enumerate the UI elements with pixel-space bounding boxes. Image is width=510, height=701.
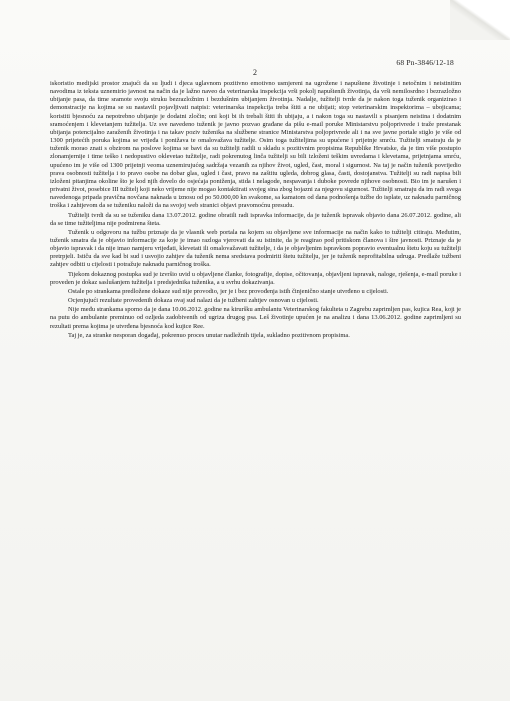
paragraph-evidence-procedure: Tijekom dokaznog postupka sud je izvršio uvid u objavljene članke, fotografije, dopise, očitovanja, objavljeni ispravak, naloge, rješenja, e-mail poruke i proveden je dokaz saslušanjem tužitelja i predsjednika tuženika, a u svrhu dokazivanja. (50, 270, 461, 286)
paragraph-assessment: Ocjenjujući rezultate provedenih dokaza ovaj sud nalazi da je tužbeni zahtjev osnovan u cijelosti. (68, 297, 319, 305)
case-reference: 68 Pn-3846/12-18 (396, 58, 454, 67)
paragraph-claim-details: iskoristio medijski prostor znajući da su ljudi i djeca uglavnom pozitivno emotivno usmjereni na ugrožene i napuštene životinje i netočnim i neistinitim navodima iz teksta uznemirio javnost na način da je lažno naveo da veterinarska inspekcija vrši pokolj napuštenih životinja, da vrši nemilosrdno i bezrazložno ubijanje pasa, da time sramote svoju struku bezrazložnim i bezdušnim ubijanjem životinja. Nadalje, tužitelji tvrde da je nakon toga tuženik organizirao i demonstracije na kojima se su nastavili pojavljivati natpisi: veterinarska inspekcija treba štiti a ne ubijati; stop veterinarskim inspektorima – ubojicama; koristiti bjesnoću za nepotrebno ubijanje je dodatni zločin; oni koji bi ih trebali štiti ih ubijaju, a i nakon toga su nastavili s pisanjem neistina i dodatnim sramoćenjem i klevetanjem tužitelja. Uz sve navedeno tuženik je javno pozvao građane da pišu e-mail poruke Ministarstvu poljoprivrede i traže prestanak ubijanja potencijalno zaraženih životinja i na takav poziv tuženika na službene stranice Ministarstva poljoprivrede ali i na sve javne portale stiglo je više od 1300 prijetećih poruka kojima se vrijeđa i ponižava te omalovažava tužitelje. Osim toga tužiteljima su upućene i prijetnje smrću. Tužitelji smatraju da je tuženik morao znati s obzirom na poslove kojima se bavi da su tužitelji radili u skladu s pozitivnim propisima Republike Hrvatske, da je tim više postupio zlonamjernije i time teško i nedopustivo oklevetao tužitelje, radi pokrenutog linča tužitelji su bili izloženi teškim uvredama i klevetama, prijetnjama smrću, upućeno im je više od 1300 prijetnji veoma uznemirujućeg sadržaja vezanih za njihov život, ugled, čast, moral i sigurnost. Na taj je način tuženik povrijedio prava osobnosti tužitelja i to pravo osobe na dobar glas, ugled i čast, pravo na zaštitu ugleda, dobrog glasa, časti, dostojanstva. Tužitelji su radi napisa bili izloženi pitanjima okoline što je kod njih dovelo do osjećaja poniženja, stida i nelagode, nespavanja i duboke povrede njihove osobnosti. Bio im je narušen i privatni život, posebice III tužitelj koji neko vrijeme nije mogao kontaktirati svojeg sina zbog bojazni za njegovu sigurnost. Tužitelji smatraju da im radi svega navedenoga pripada pravična novčana naknada u iznosu od po 50.000,00 kn svakome, sa kamatom od dana podnošenja tužbe do isplate, uz naknadu parničnog troška i zahtjevom da se tuženiku naloži da na svojoj web stranici objavi pravomoćnu presudu. (50, 80, 461, 210)
paragraph-process-start: Taj je, za stranke nesporan događaj, pokrenuo proces unutar nadležnih tijela, sukladno pozitivnom propisima. (68, 331, 350, 339)
page-number: 2 (253, 68, 257, 77)
document-body (50, 80, 461, 341)
page-corner-fold (450, 0, 510, 40)
paragraph-undisputed-facts: Nije među strankama sporno da je dana 10.06.2012. godine na kiruršku ambulantu Veterinarskog fakulteta u Zagrebu zaprimljen pas, kujica Rea, koji je na putu do ambulante preminuo od ozljeda zadobivenih od ugriza drugog psa. Leš životinje upućen je na analizu i dana 13.06.2012. godine zaprimljeni su rezultati prema kojima je utvrđena bjesnoća kod kujice Ree. (50, 306, 461, 330)
paragraph-correction-request: Tužitelji tvrdi da su se tuženiku dana 13.07.2012. godine obratili radi ispravka informacije, da je tuženik ispravak objavio dana 26.07.2012. godine, ali da se time tužiteljima nije podmirena šteta. (50, 211, 461, 227)
paragraph-other-evidence: Ostale po strankama predložene dokaze sud nije provodio, jer je i bez provođenja istih činjenično stanje utvrđeno u cijelosti. (68, 287, 389, 295)
paragraph-defendant-response: Tuženik u odgovoru na tužbu priznaje da je vlasnik web portala na kojem su objavljene sve informacije na način kako to tužitelji citiraju. Međutim, tuženik smatra da je objavio informacije za koje je imao razloga vjerovati da su istinite, da je reagirao pod pritiskom članova i šire javnosti. Priznaje da je objavio ispravak i da nije imao namjeru vrijeđati, klevetati ili omalovažavati tužitelje, i da je objavljenim ispravkom popravio eventualnu štetu koju su tužitelji pretrpjeli. Ističu da sve kad bi sud i usvojio zahtjev da tuženik nema sredstava podmiriti štetu tužitelju, jer je tuženik neprofitabilna udruga. Predlaže tužbeni zahtjev odbiti u cijelosti i potražuje naknadu parničnog troška. (50, 228, 461, 269)
